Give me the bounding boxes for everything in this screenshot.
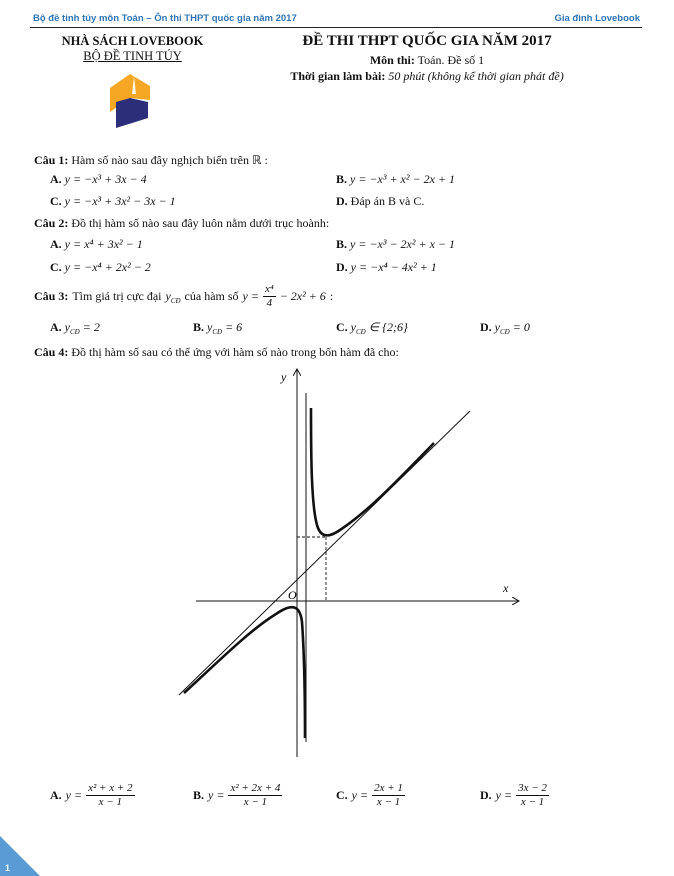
q4-option-b: B. y = $\frac{\text{x² + 2x + 4}}{x - 1}$ (193, 782, 281, 808)
fraction: $\frac{\text{x⁴}}{4}$ (264, 283, 274, 309)
publisher-name: NHÀ SÁCH LOVEBOOK (61, 34, 204, 48)
q2-option-b: B. y = −x³ − 2x² + x − 1 (336, 237, 456, 251)
q1-option-a: A. y = −x³ + 3x − 4 (50, 172, 147, 186)
question-3: Câu 3: Tìm giá trị cực đại $y_{CĐ}$ của hàm số y = $\frac{\text{x⁴}}{4}$ − 2x² + 6 : (34, 283, 334, 309)
q4-option-c: C. y = $\frac{2x + 1}{x - 1}$ (336, 782, 403, 808)
q4-option-a: A. y = $\frac{\text{x² + x + 2}}{x - 1}$ (50, 782, 133, 808)
question-text-middle: của hàm số (184, 289, 239, 303)
function-prefix: y = (242, 289, 259, 303)
q1-option-d: D. Đáp án B và C. (336, 194, 425, 208)
q2-option-a: A. y = x⁴ + 3x² − 1 (50, 237, 143, 251)
question-text: Hàm số nào sau đây nghịch biến trên ℝ : (71, 153, 268, 167)
question-text: Đồ thị hàm số sau có thể ứng với hàm số nào trong bốn hàm đã cho: (71, 345, 399, 359)
question-label: Câu 1: (34, 153, 69, 167)
origin-label: O (288, 588, 297, 602)
q3-option-c: C. $y_{CĐ}$ ∈ {2;6} (336, 320, 408, 336)
question-text: Đồ thị hàm số nào sau đây luôn nằm dưới trục hoành: (71, 216, 330, 230)
q3-option-a: A. $y_{CĐ} = 2$ (50, 320, 100, 336)
x-axis-label: x (503, 581, 509, 595)
q1-option-c: C. y = −x³ + 3x² − 3x − 1 (50, 194, 176, 208)
publisher-series: BỘ ĐỀ TINH TÚY (83, 49, 182, 63)
function-suffix: − 2x² + 6 (279, 289, 326, 303)
q1-option-b: B. y = −x³ + x² − 2x + 1 (336, 172, 456, 186)
question-label: Câu 4: (34, 345, 69, 359)
time-label: Thời gian làm bài: (290, 69, 386, 83)
subject-value: Toán. Đề số 1 (417, 53, 485, 67)
right-branch-curve (311, 408, 434, 535)
oblique-asymptote (179, 411, 470, 695)
running-header-right: Gia đình Lovebook (554, 13, 640, 24)
page-number: 1 (5, 863, 11, 873)
question-text: Tìm giá trị cực đại (72, 289, 162, 303)
running-header-left: Bộ đề tinh túy môn Toán – Ôn thi THPT quốc gia năm 2017 (33, 13, 297, 24)
q2-option-c: C. y = −x⁴ + 2x² − 2 (50, 260, 151, 274)
subject-label: Môn thi: (369, 53, 415, 67)
exam-title: ĐỀ THI THPT QUỐC GIA NĂM 2017 (302, 33, 552, 49)
q2-option-d: D. y = −x⁴ − 4x² + 1 (336, 260, 437, 274)
q3-option-d: D. $y_{CĐ} = 0$ (480, 320, 530, 336)
y-axis-label: y (281, 370, 287, 384)
question-label: Câu 2: (34, 216, 69, 230)
q3-option-b: B. $y_{CĐ} = 6$ (193, 320, 243, 336)
y-cd-symbol: $y_{CĐ}$ (165, 288, 181, 305)
q4-option-d: D. y = $\frac{3x - 2}{x - 1}$ (480, 782, 547, 808)
time-value: 50 phút (không kể thời gian phát đề) (388, 69, 564, 83)
question-label: Câu 3: (34, 289, 69, 303)
